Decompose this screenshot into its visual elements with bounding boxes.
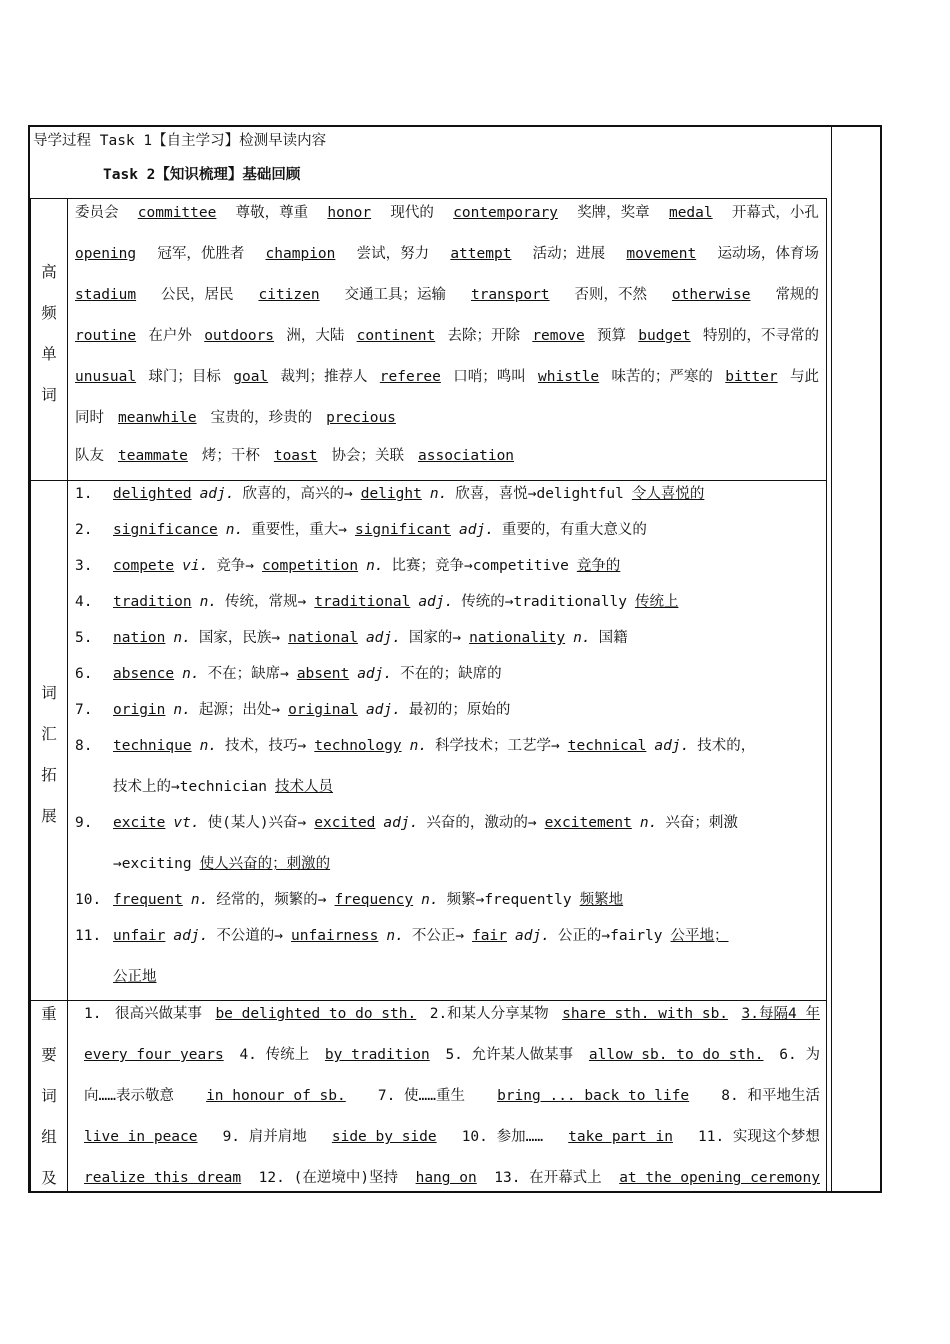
label-high-frequency-words — [33, 252, 65, 416]
answer-term: routine — [75, 328, 137, 344]
part-of-speech: vi. — [182, 558, 209, 574]
gloss-text: 欣喜，喜悦→delightful — [455, 486, 624, 502]
item-number: 10. — [75, 892, 102, 908]
word-line — [75, 193, 819, 234]
part-of-speech: n. — [421, 892, 439, 908]
gloss-text: 起源；出处→ — [198, 702, 281, 718]
answer-term: hang on — [415, 1170, 477, 1186]
gloss-text: 竞争→ — [216, 558, 255, 574]
gloss-text: 13. 在开幕式上 — [494, 1170, 602, 1186]
vocab-item — [75, 966, 165, 988]
vocab-item — [75, 591, 686, 613]
part-of-speech: adj. — [383, 815, 419, 831]
answer-term: honor — [327, 205, 372, 221]
gloss-text: 常规的 — [775, 287, 819, 303]
gloss-text: 预算 — [597, 328, 626, 344]
answer-term: technique — [113, 738, 192, 754]
answer-term: competition — [262, 558, 359, 574]
answer-term: budget — [638, 328, 691, 344]
section-label-char: 拓 — [41, 766, 57, 784]
gloss-text: 传统，常规→ — [225, 594, 307, 610]
part-of-speech: n. — [173, 702, 191, 718]
answer-term: significance — [113, 522, 218, 538]
gloss-text: 经常的，频繁的→ — [216, 892, 327, 908]
word-line — [75, 357, 819, 398]
answer-term: absent — [296, 666, 350, 682]
item-number: 1. — [75, 486, 93, 502]
answer-term: compete — [113, 558, 175, 574]
answer-term: 传统上 — [634, 594, 679, 610]
answer-term: origin — [113, 702, 166, 718]
answer-term: by tradition — [324, 1047, 430, 1063]
gloss-text: 技术上的→technician — [113, 779, 268, 795]
answer-term: medal — [668, 205, 713, 221]
vocabulary-extension-list — [75, 483, 823, 998]
part-of-speech: n. — [199, 594, 218, 610]
answer-term: in honour of sb. — [206, 1088, 346, 1104]
gloss-text: 洲，大陆 — [286, 328, 345, 344]
part-of-speech: vt. — [173, 815, 200, 831]
item-number: 11. — [75, 928, 102, 944]
right-column-divider — [831, 125, 832, 1193]
gloss-text: 欣喜的，高兴的→ — [242, 486, 353, 502]
answer-term: precious — [326, 410, 396, 426]
gloss-text: 尝试，努力 — [356, 246, 430, 262]
section-label-char: 词 — [41, 1087, 57, 1105]
answer-term: share sth. with sb. — [562, 1006, 729, 1022]
vocab-item — [75, 812, 746, 834]
part-of-speech: adj. — [654, 738, 690, 754]
answer-term: excited — [314, 815, 376, 831]
gloss-text: 球门；目标 — [148, 369, 221, 385]
gloss-text: 4. 传统上 — [239, 1047, 310, 1063]
gloss-text: 不在的；缺席的 — [400, 666, 502, 682]
answer-term: stadium — [75, 287, 137, 303]
item-number: 6. — [75, 666, 93, 682]
item-number: 7. — [75, 702, 93, 718]
answer-term: side by side — [331, 1129, 437, 1145]
answer-term: unfairness — [291, 928, 379, 944]
answer-term: be delighted to do sth. — [215, 1006, 417, 1022]
gloss-text: 同时 — [75, 410, 104, 426]
word-line — [75, 398, 819, 439]
gloss-text: 9. 肩并肩地 — [222, 1129, 307, 1145]
phrase-line — [84, 1076, 820, 1117]
gloss-text: 兴奋的，激动的→ — [426, 815, 537, 831]
part-of-speech: n. — [190, 892, 209, 908]
part-of-speech: n. — [173, 630, 191, 646]
part-of-speech: adj. — [199, 486, 235, 502]
answer-term: frequency — [334, 892, 414, 908]
vocab-item — [75, 483, 712, 505]
gloss-text: 开幕式，小孔 — [731, 205, 819, 221]
phrase-line — [84, 1117, 820, 1158]
gloss-text: 传统的→traditionally — [461, 594, 627, 610]
answer-term: otherwise — [671, 287, 751, 303]
answer-term: live in peace — [84, 1129, 198, 1145]
gloss-text: 不公正→ — [411, 928, 465, 944]
answer-term: at the opening ceremony — [619, 1170, 820, 1186]
answer-term: 公平地； — [670, 928, 729, 944]
gloss-text: 重要的，有重大意义的 — [501, 522, 647, 538]
answer-term: meanwhile — [118, 410, 197, 426]
gloss-text: 否则，不然 — [574, 287, 647, 303]
important-phrases — [84, 994, 820, 1199]
gloss-text: 特别的，不寻常的 — [702, 328, 819, 344]
gloss-text: 烤；干杯 — [201, 448, 260, 464]
part-of-speech: n. — [639, 815, 658, 831]
part-of-speech: adj. — [418, 594, 454, 610]
gloss-text: 向……表示敬意 — [84, 1088, 174, 1104]
gloss-text: 频繁→frequently — [446, 892, 572, 908]
answer-term: teammate — [118, 448, 188, 464]
label-vocabulary-extension — [33, 673, 65, 837]
section-label-char: 组 — [41, 1128, 57, 1146]
part-of-speech: n. — [225, 522, 244, 538]
row-divider-1 — [30, 480, 827, 481]
answer-term: continent — [356, 328, 436, 344]
vocab-item — [75, 735, 763, 757]
gloss-text: 奖牌，奖章 — [577, 205, 650, 221]
answer-term: realize this dream — [84, 1170, 242, 1186]
gloss-text: 不公道的→ — [216, 928, 284, 944]
answer-term: 竞争的 — [576, 558, 621, 574]
answer-term: opening — [75, 246, 137, 262]
answer-term: toast — [273, 448, 318, 464]
gloss-text: 公民，居民 — [161, 287, 234, 303]
answer-term: delight — [360, 486, 422, 502]
answer-term: attempt — [450, 246, 512, 262]
gloss-text: 去除；开除 — [447, 328, 521, 344]
item-number: 9. — [75, 815, 93, 831]
gloss-text: 技术的， — [697, 738, 756, 754]
header-task1: 导学过程 Task 1【自主学习】检测早读内容 — [33, 133, 327, 149]
section-label-char: 词 — [41, 684, 57, 702]
part-of-speech: adj. — [514, 928, 550, 944]
answer-term: 使人兴奋的；刺激的 — [199, 856, 331, 872]
gloss-text: 1. — [84, 1006, 102, 1022]
vocab-item — [75, 519, 655, 541]
answer-term: 3.每隔4 年 — [741, 1006, 820, 1022]
answer-term: take part in — [568, 1129, 673, 1145]
vocab-item — [75, 853, 338, 875]
part-of-speech: n. — [366, 558, 384, 574]
section-label-char: 词 — [41, 386, 57, 404]
section-label-char: 汇 — [41, 725, 57, 743]
section-label-char: 重 — [41, 1005, 57, 1023]
gloss-text: 5. 允许某人做某事 — [445, 1047, 574, 1063]
gloss-text: 国籍 — [598, 630, 628, 646]
word-line — [75, 275, 819, 316]
gloss-text: 与此 — [789, 369, 819, 385]
part-of-speech: adj. — [459, 522, 494, 538]
answer-term: champion — [265, 246, 336, 262]
part-of-speech: n. — [386, 928, 404, 944]
part-of-speech: adj. — [357, 666, 393, 682]
gloss-text: 11. 实现这个梦想 — [698, 1129, 820, 1145]
answer-term: whistle — [538, 369, 600, 385]
answer-term: committee — [137, 205, 217, 221]
gloss-text: 使(某人)兴奋→ — [207, 815, 307, 831]
answer-term: frequent — [113, 892, 183, 908]
part-of-speech: n. — [199, 738, 218, 754]
answer-term: delighted — [113, 486, 192, 502]
answer-term: technology — [314, 738, 402, 754]
vocab-item — [75, 776, 341, 798]
answer-term: traditional — [314, 594, 411, 610]
word-line — [75, 316, 819, 357]
answer-term: citizen — [258, 287, 320, 303]
label-column-divider — [67, 198, 68, 1193]
answer-term: unfair — [113, 928, 166, 944]
gloss-text: 兴奋；刺激 — [665, 815, 738, 831]
gloss-text: 8. 和平地生活 — [721, 1088, 820, 1104]
answer-term: 令人喜悦的 — [631, 486, 705, 502]
answer-term: allow sb. to do sth. — [588, 1047, 764, 1063]
gloss-text: 2.和某人分享某物 — [429, 1006, 549, 1022]
phrase-line — [84, 1035, 820, 1076]
vocab-item — [75, 663, 510, 685]
part-of-speech: adj. — [365, 702, 401, 718]
word-line — [75, 234, 819, 275]
section-label-char: 及 — [41, 1169, 57, 1187]
gloss-text: 10. 参加…… — [461, 1129, 544, 1145]
gloss-text: 国家，民族→ — [198, 630, 281, 646]
gloss-text: 不在；缺席→ — [207, 666, 289, 682]
answer-term: nationality — [469, 630, 566, 646]
label-important-phrases — [33, 994, 65, 1199]
answer-term: excite — [113, 815, 166, 831]
gloss-text: 国家的→ — [408, 630, 462, 646]
gloss-text: 12. (在逆境中)坚持 — [258, 1170, 399, 1186]
answer-term: absence — [113, 666, 175, 682]
answer-term: 公正地 — [113, 969, 157, 985]
item-number: 5. — [75, 630, 93, 646]
answer-term: transport — [470, 287, 550, 303]
vocab-item — [75, 555, 628, 577]
answer-term: tradition — [113, 594, 192, 610]
vocab-item — [75, 627, 636, 649]
answer-term: significant — [354, 522, 451, 538]
answer-term: goal — [233, 369, 269, 385]
gloss-text: 尊敬，尊重 — [235, 205, 309, 221]
gloss-text: 7. 使……重生 — [377, 1088, 465, 1104]
part-of-speech: n. — [429, 486, 448, 502]
item-number: 2. — [75, 522, 93, 538]
gloss-text: 宝贵的，珍贵的 — [210, 410, 313, 426]
gloss-text: 委员会 — [75, 205, 119, 221]
answer-term: national — [288, 630, 358, 646]
answer-term: nation — [113, 630, 166, 646]
vocab-item — [75, 925, 737, 947]
answer-term: every four years — [84, 1047, 224, 1063]
gloss-text: 味苦的；严寒的 — [611, 369, 713, 385]
section-label-char: 高 — [41, 263, 57, 281]
gloss-text: 技术，技巧→ — [225, 738, 307, 754]
gloss-text: 最初的；原始的 — [408, 702, 511, 718]
word-line — [75, 439, 819, 473]
answer-term: fair — [472, 928, 507, 944]
gloss-text: 交通工具；运输 — [344, 287, 447, 303]
answer-term: remove — [532, 328, 585, 344]
answer-term: outdoors — [204, 328, 275, 344]
answer-term: bitter — [725, 369, 778, 385]
gloss-text: 运动场，体育场 — [717, 246, 819, 262]
answer-term: technical — [567, 738, 647, 754]
high-frequency-words — [75, 193, 819, 473]
vocab-item — [75, 889, 631, 911]
answer-term: bring ... back to life — [497, 1088, 690, 1104]
answer-term: 频繁地 — [579, 892, 624, 908]
item-number: 4. — [75, 594, 93, 610]
gloss-text: 协会；关联 — [331, 448, 404, 464]
gloss-text: 公正的→fairly — [557, 928, 663, 944]
gloss-text: 重要性，重大→ — [251, 522, 347, 538]
gloss-text: 很高兴做某事 — [114, 1006, 202, 1022]
part-of-speech: n. — [573, 630, 591, 646]
gloss-text: 现代的 — [390, 205, 434, 221]
answer-term: 技术人员 — [275, 779, 334, 795]
item-number: 8. — [75, 738, 93, 754]
gloss-text: 6. 为 — [779, 1047, 820, 1063]
phrase-line — [84, 994, 820, 1035]
answer-term: association — [418, 448, 515, 464]
section-label-char: 要 — [41, 1046, 57, 1064]
header-task2: Task 2【知识梳理】基础回顾 — [103, 167, 301, 183]
part-of-speech: adj. — [365, 630, 401, 646]
gloss-text: 口哨；鸣叫 — [453, 369, 526, 385]
gloss-text: 裁判；推荐人 — [280, 369, 368, 385]
gloss-text: 比赛；竞争→competitive — [391, 558, 569, 574]
part-of-speech: adj. — [173, 928, 209, 944]
gloss-text: 在户外 — [148, 328, 192, 344]
part-of-speech: n. — [182, 666, 200, 682]
answer-term: unusual — [75, 369, 137, 385]
answer-term: excitement — [544, 815, 632, 831]
part-of-speech: n. — [409, 738, 428, 754]
answer-term: movement — [626, 246, 697, 262]
vocab-item — [75, 699, 518, 721]
item-number: 3. — [75, 558, 93, 574]
phrase-line — [84, 1158, 820, 1199]
answer-term: referee — [379, 369, 441, 385]
answer-term: original — [288, 702, 358, 718]
section-label-char: 频 — [41, 304, 57, 322]
gloss-text: 活动；进展 — [532, 246, 606, 262]
gloss-text: →exciting — [113, 856, 192, 872]
gloss-text: 科学技术；工艺学→ — [435, 738, 560, 754]
section-label-char: 展 — [41, 807, 57, 825]
gloss-text: 冠军，优胜者 — [157, 246, 245, 262]
answer-term: contemporary — [453, 205, 558, 221]
section-label-char: 单 — [41, 345, 57, 363]
gloss-text: 队友 — [75, 448, 104, 464]
